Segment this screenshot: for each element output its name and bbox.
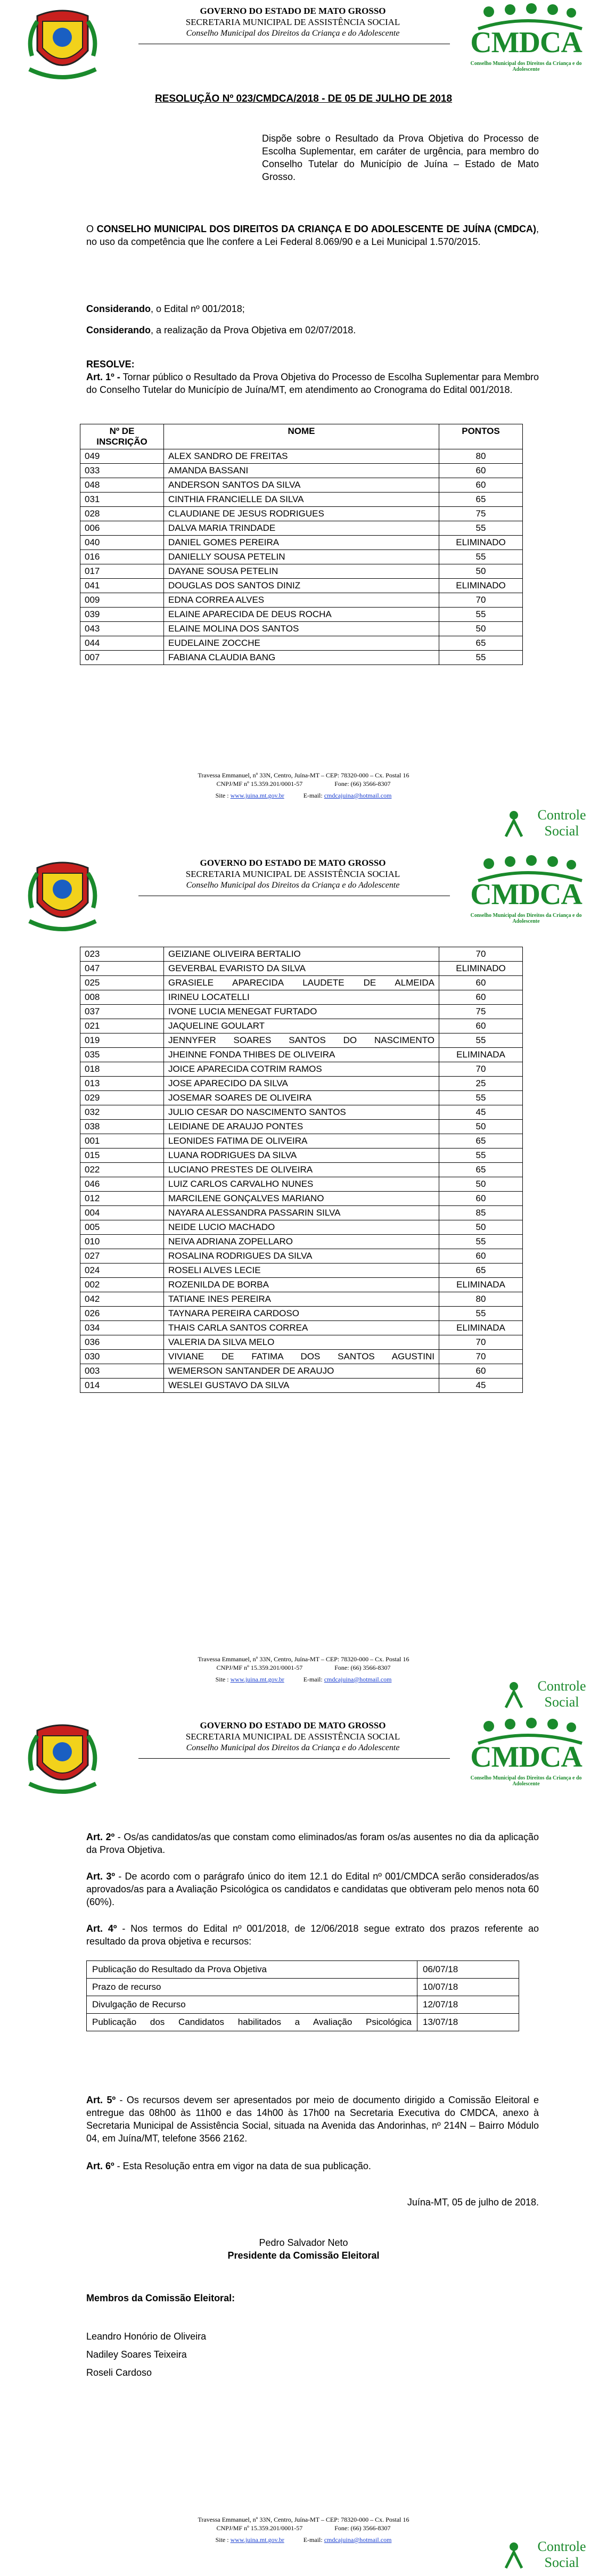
name-cell: ELAINE MOLINA DOS SANTOS: [164, 622, 439, 636]
members-title: Membros da Comissão Eleitoral:: [86, 2293, 235, 2303]
header-government: GOVERNO DO ESTADO DE MATO GROSSO: [200, 1720, 386, 1730]
name-cell: LEIDIANE DE ARAUJO PONTES: [164, 1120, 439, 1134]
name-cell: GEVERBAL EVARISTO DA SILVA: [164, 962, 439, 976]
col-header-inscription: Nº DE INSCRIÇÃO: [80, 424, 164, 449]
table-row: [80, 608, 523, 622]
points-cell: 65: [439, 1264, 523, 1278]
points-cell: 80: [439, 1292, 523, 1307]
points-cell: 55: [439, 608, 523, 622]
header-secretariat: SECRETARIA MUNICIPAL DE ASSISTÊNCIA SOCIAL: [185, 1732, 400, 1742]
points-cell: 60: [439, 1019, 523, 1033]
col-header-name: NOME: [164, 424, 439, 449]
name-cell: WEMERSON SANTANDER DE ARAUJO: [164, 1364, 439, 1379]
header-government: GOVERNO DO ESTADO DE MATO GROSSO: [200, 6, 386, 16]
table-row: [80, 1148, 523, 1163]
points-cell: 80: [439, 449, 523, 464]
inscription-cell: 024: [80, 1264, 164, 1278]
inscription-cell: 001: [80, 1134, 164, 1148]
name-cell: FABIANA CLAUDIA BANG: [164, 651, 439, 665]
inscription-cell: 012: [80, 1192, 164, 1206]
points-cell: 60: [439, 1364, 523, 1379]
name-cell: LUANA RODRIGUES DA SILVA: [164, 1148, 439, 1163]
points-cell: 50: [439, 1220, 523, 1235]
points-cell: ELIMINADA: [439, 1321, 523, 1335]
points-cell: 60: [439, 464, 523, 478]
table-row: [80, 1307, 523, 1321]
table-row: [80, 1235, 523, 1249]
inscription-cell: 036: [80, 1335, 164, 1350]
table-row: [80, 493, 523, 507]
inscription-cell: 016: [80, 550, 164, 564]
letterhead: [0, 852, 607, 937]
name-cell: JOSEMAR SOARES DE OLIVEIRA: [164, 1091, 439, 1105]
points-cell: ELIMINADO: [439, 536, 523, 550]
points-cell: 85: [439, 1206, 523, 1220]
article-1: Art. 1º - Tornar público o Resultado da Prova Objetiva do Processo de Escolha Suplementar para Membro do Conselho Tutelar do Município de Juína/MT, em atendimento ao Cronograma do Edital 001/2018.: [86, 372, 539, 395]
member-3: Roseli Cardoso: [86, 2367, 152, 2378]
name-cell: VALERIA DA SILVA MELO: [164, 1335, 439, 1350]
article-3: Art. 3º - De acordo com o parágrafo único do item 12.1 do Edital nº 001/CMDCA serão considerados/as aprovados/as para a Avaliação Psicológica os candidatos e candidatas que obtiveram pelo menos nota 60 (60%).: [86, 1871, 539, 1907]
table-row: [80, 579, 523, 593]
name-cell: CLAUDIANE DE JESUS RODRIGUES: [164, 507, 439, 521]
points-cell: 70: [439, 1350, 523, 1364]
header-council: Conselho Municipal dos Direitos da Criança e do Adolescente: [186, 1743, 400, 1752]
inscription-cell: 049: [80, 449, 164, 464]
inscription-cell: 018: [80, 1062, 164, 1077]
inscription-cell: 017: [80, 564, 164, 579]
logo-wordmark: CMDCA: [470, 26, 582, 59]
name-cell: DANIELLY SOUSA PETELIN: [164, 550, 439, 564]
name-cell: ROZENILDA DE BORBA: [164, 1278, 439, 1292]
deadline-label: Prazo de recurso: [87, 1979, 417, 1996]
deadline-date: 12/07/18: [417, 1996, 519, 2014]
footer-address: Travessa Emmanuel, nº 33N, Centro, Juína-MT – CEP: 78320-000 – Cx. Postal 16: [198, 1655, 409, 1663]
points-cell: 65: [439, 636, 523, 651]
inscription-cell: 023: [80, 947, 164, 962]
name-cell: LUIZ CARLOS CARVALHO NUNES: [164, 1177, 439, 1192]
name-cell: DALVA MARIA TRINDADE: [164, 521, 439, 536]
logo-subtitle: Conselho Municipal dos Direitos da Criança e do Adolescente: [470, 1775, 582, 1787]
points-cell: 50: [439, 1120, 523, 1134]
name-cell: VIVIANE DE FATIMA DOS SANTOS AGUSTINI: [164, 1350, 439, 1364]
inscription-cell: 015: [80, 1148, 164, 1163]
inscription-cell: 025: [80, 976, 164, 990]
coat-of-arms-icon: [27, 1720, 99, 1800]
table-row: [80, 449, 523, 464]
name-cell: GRASIELE APARECIDA LAUDETE DE ALMEIDA: [164, 976, 439, 990]
name-cell: JHEINNE FONDA THIBES DE OLIVEIRA: [164, 1048, 439, 1062]
table-row: [80, 1278, 523, 1292]
inscription-cell: 037: [80, 1005, 164, 1019]
resolution-summary: Dispõe sobre o Resultado da Prova Objetiva do Processo de Escolha Suplementar, em caráter de urgência, para membro do Conselho Tutelar do Município de Juína – Estado de Mato Grosso.: [262, 133, 539, 182]
inscription-cell: 041: [80, 579, 164, 593]
member-1: Leandro Honório de Oliveira: [86, 2331, 207, 2342]
site-link[interactable]: www.juina.mt.gov.br: [230, 1676, 284, 1683]
table-row: [80, 478, 523, 493]
name-cell: ANDERSON SANTOS DA SILVA: [164, 478, 439, 493]
signer-name: Pedro Salvador Neto: [259, 2237, 348, 2248]
deadline-label: Divulgação de Recurso: [87, 1996, 417, 2014]
name-cell: JOSE APARECIDO DA SILVA: [164, 1077, 439, 1091]
considerando-1: Considerando, o Edital nº 001/2018;: [86, 303, 245, 314]
name-cell: DAYANE SOUSA PETELIN: [164, 564, 439, 579]
table-row: [80, 1292, 523, 1307]
inscription-cell: 040: [80, 536, 164, 550]
name-cell: DANIEL GOMES PEREIRA: [164, 536, 439, 550]
intro-paragraph: O CONSELHO MUNICIPAL DOS DIREITOS DA CRIANÇA E DO ADOLESCENTE DE JUÍNA (CMDCA), no uso da competência que lhe confere a Lei Federal 8.069/90 e a Lei Municipal 1.570/2015.: [86, 224, 539, 247]
name-cell: TAYNARA PEREIRA CARDOSO: [164, 1307, 439, 1321]
inscription-cell: 009: [80, 593, 164, 608]
name-cell: EDNA CORREA ALVES: [164, 593, 439, 608]
points-cell: 45: [439, 1379, 523, 1393]
points-cell: 50: [439, 1177, 523, 1192]
inscription-cell: 044: [80, 636, 164, 651]
footer-cnpj-phone: CNPJ/MF nº 15.359.201/0001-57 Fone: (66) 3566-8307: [216, 2524, 391, 2532]
points-cell: 65: [439, 493, 523, 507]
table-row: [80, 521, 523, 536]
cmdca-logo: [467, 854, 585, 923]
site-link[interactable]: www.juina.mt.gov.br: [230, 792, 284, 799]
inscription-cell: 031: [80, 493, 164, 507]
table-row: [80, 976, 523, 990]
inscription-cell: 004: [80, 1206, 164, 1220]
inscription-cell: 048: [80, 478, 164, 493]
header-secretariat: SECRETARIA MUNICIPAL DE ASSISTÊNCIA SOCIAL: [185, 17, 400, 27]
points-cell: 70: [439, 1335, 523, 1350]
table-row: [80, 507, 523, 521]
coat-of-arms-icon: [27, 857, 99, 937]
name-cell: ROSALINA RODRIGUES DA SILVA: [164, 1249, 439, 1264]
cmdca-logo: [467, 1717, 585, 1786]
deadline-label: Publicação dos Candidatos habilitados a Avaliação Psicológica: [87, 2014, 417, 2031]
table-row: [80, 1220, 523, 1235]
inscription-cell: 039: [80, 608, 164, 622]
points-cell: 55: [439, 1148, 523, 1163]
controle-social-badge: Controle Social: [501, 1678, 596, 1716]
footer-links: Site : www.juina.mt.gov.br E-mail: cmdcajuina@hotmail.com: [215, 792, 392, 799]
deadline-row: [87, 1996, 519, 2014]
points-cell: 55: [439, 1033, 523, 1048]
deadlines-table: [86, 1960, 519, 2031]
table-row: [80, 1062, 523, 1077]
inscription-cell: 002: [80, 1278, 164, 1292]
name-cell: JULIO CESAR DO NASCIMENTO SANTOS: [164, 1105, 439, 1120]
name-cell: GEIZIANE OLIVEIRA BERTALIO: [164, 947, 439, 962]
table-row: [80, 1379, 523, 1393]
footer-links: Site : www.juina.mt.gov.br E-mail: cmdcajuina@hotmail.com: [215, 1676, 392, 1683]
table-row: [80, 1177, 523, 1192]
name-cell: NAYARA ALESSANDRA PASSARIN SILVA: [164, 1206, 439, 1220]
inscription-cell: 014: [80, 1379, 164, 1393]
coat-of-arms-icon: [27, 5, 99, 85]
table-row: [80, 536, 523, 550]
table-row: [80, 1134, 523, 1148]
points-cell: 50: [439, 564, 523, 579]
table-row: [80, 1335, 523, 1350]
controle-social-badge: Controle Social: [501, 2539, 596, 2576]
inscription-cell: 038: [80, 1120, 164, 1134]
member-2: Nadiley Soares Teixeira: [86, 2349, 187, 2360]
inscription-cell: 046: [80, 1177, 164, 1192]
table-row: [80, 1091, 523, 1105]
logo-wordmark: CMDCA: [470, 878, 582, 911]
place-date: Juína-MT, 05 de julho de 2018.: [407, 2197, 539, 2208]
table-row: [80, 1105, 523, 1120]
name-cell: NEIDE LUCIO MACHADO: [164, 1220, 439, 1235]
results-table-part-2: [80, 947, 523, 1393]
table-row: [80, 1350, 523, 1364]
points-cell: 60: [439, 1192, 523, 1206]
logo-subtitle: Conselho Municipal dos Direitos da Criança e do Adolescente: [470, 61, 582, 72]
points-cell: 70: [439, 593, 523, 608]
name-cell: NEIVA ADRIANA ZOPELLARO: [164, 1235, 439, 1249]
page-2: [0, 852, 607, 1714]
table-row: [80, 564, 523, 579]
inscription-cell: 043: [80, 622, 164, 636]
points-cell: 75: [439, 507, 523, 521]
inscription-cell: 003: [80, 1364, 164, 1379]
name-cell: IRINEU LOCATELLI: [164, 990, 439, 1005]
controle-social-icon: [501, 1678, 527, 1710]
inscription-cell: 033: [80, 464, 164, 478]
points-cell: 55: [439, 1091, 523, 1105]
points-cell: 65: [439, 1134, 523, 1148]
points-cell: ELIMINADO: [439, 962, 523, 976]
points-cell: 55: [439, 1235, 523, 1249]
resolve-heading: RESOLVE:: [86, 359, 135, 370]
table-row: [80, 1077, 523, 1091]
points-cell: 60: [439, 478, 523, 493]
name-cell: THAIS CARLA SANTOS CORREA: [164, 1321, 439, 1335]
table-row: [80, 962, 523, 976]
email-link[interactable]: cmdcajuina@hotmail.com: [324, 1676, 392, 1683]
cmdca-logo: [467, 2, 585, 71]
header-council: Conselho Municipal dos Direitos da Criança e do Adolescente: [186, 881, 400, 890]
points-cell: 70: [439, 947, 523, 962]
table-row: [80, 636, 523, 651]
deadline-date: 10/07/18: [417, 1979, 519, 1996]
table-row: [80, 1005, 523, 1019]
site-link[interactable]: www.juina.mt.gov.br: [230, 2536, 284, 2544]
inscription-cell: 047: [80, 962, 164, 976]
table-row: [80, 1264, 523, 1278]
table-row: [80, 464, 523, 478]
name-cell: JAQUELINE GOULART: [164, 1019, 439, 1033]
page-1: [0, 0, 607, 852]
inscription-cell: 032: [80, 1105, 164, 1120]
results-table-part-1: [80, 424, 523, 665]
inscription-cell: 021: [80, 1019, 164, 1033]
name-cell: TATIANE INES PEREIRA: [164, 1292, 439, 1307]
deadline-row: [87, 1961, 519, 1979]
table-row: [80, 593, 523, 608]
name-cell: ALEX SANDRO DE FREITAS: [164, 449, 439, 464]
col-header-points: PONTOS: [439, 424, 523, 449]
logo-subtitle: Conselho Municipal dos Direitos da Criança e do Adolescente: [470, 913, 582, 924]
table-row: [80, 1249, 523, 1264]
points-cell: 25: [439, 1077, 523, 1091]
header-secretariat: SECRETARIA MUNICIPAL DE ASSISTÊNCIA SOCIAL: [185, 869, 400, 879]
page-3: [0, 1714, 607, 2575]
name-cell: CINTHIA FRANCIELLE DA SILVA: [164, 493, 439, 507]
inscription-cell: 019: [80, 1033, 164, 1048]
email-link[interactable]: cmdcajuina@hotmail.com: [324, 2536, 392, 2544]
table-row: [80, 622, 523, 636]
inscription-cell: 042: [80, 1292, 164, 1307]
inscription-cell: 035: [80, 1048, 164, 1062]
article-6: Art. 6º - Esta Resolução entra em vigor na data de sua publicação.: [86, 2161, 371, 2171]
points-cell: 55: [439, 1307, 523, 1321]
table-row: [80, 1321, 523, 1335]
inscription-cell: 028: [80, 507, 164, 521]
deadline-row: [87, 1979, 519, 1996]
name-cell: JENNYFER SOARES SANTOS DO NASCIMENTO: [164, 1033, 439, 1048]
inscription-cell: 022: [80, 1163, 164, 1177]
name-cell: MARCILENE GONÇALVES MARIANO: [164, 1192, 439, 1206]
points-cell: ELIMINADA: [439, 1048, 523, 1062]
header-government: GOVERNO DO ESTADO DE MATO GROSSO: [200, 858, 386, 868]
table-row: [80, 947, 523, 962]
name-cell: EUDELAINE ZOCCHE: [164, 636, 439, 651]
email-link[interactable]: cmdcajuina@hotmail.com: [324, 792, 392, 799]
deadline-row: [87, 2014, 519, 2031]
name-cell: LEONIDES FATIMA DE OLIVEIRA: [164, 1134, 439, 1148]
points-cell: 55: [439, 651, 523, 665]
table-row: [80, 1192, 523, 1206]
points-cell: 55: [439, 521, 523, 536]
table-row: [80, 1120, 523, 1134]
inscription-cell: 030: [80, 1350, 164, 1364]
name-cell: LUCIANO PRESTES DE OLIVEIRA: [164, 1163, 439, 1177]
letterhead: [0, 1714, 607, 1800]
inscription-cell: 008: [80, 990, 164, 1005]
table-row: [80, 990, 523, 1005]
footer-cnpj-phone: CNPJ/MF nº 15.359.201/0001-57 Fone: (66) 3566-8307: [216, 780, 391, 787]
footer-address: Travessa Emmanuel, nº 33N, Centro, Juína-MT – CEP: 78320-000 – Cx. Postal 16: [198, 2516, 409, 2523]
deadline-date: 06/07/18: [417, 1961, 519, 1979]
table-row: [80, 1019, 523, 1033]
inscription-cell: 034: [80, 1321, 164, 1335]
inscription-cell: 013: [80, 1077, 164, 1091]
article-2: Art. 2º - Os/as candidatos/as que constam como eliminados/as foram os/as ausentes no dia da aplicação da Prova Objetiva.: [86, 1832, 539, 1855]
table-row: [80, 550, 523, 564]
header-council: Conselho Municipal dos Direitos da Criança e do Adolescente: [186, 29, 400, 38]
inscription-cell: 005: [80, 1220, 164, 1235]
controle-social-badge: Controle Social: [501, 807, 596, 844]
inscription-cell: 027: [80, 1249, 164, 1264]
table-row: [80, 1033, 523, 1048]
inscription-cell: 010: [80, 1235, 164, 1249]
logo-wordmark: CMDCA: [470, 1741, 582, 1774]
points-cell: 60: [439, 990, 523, 1005]
points-cell: 60: [439, 976, 523, 990]
inscription-cell: 006: [80, 521, 164, 536]
table-row: [80, 1048, 523, 1062]
footer-cnpj-phone: CNPJ/MF nº 15.359.201/0001-57 Fone: (66) 3566-8307: [216, 1664, 391, 1671]
signer-role: Presidente da Comissão Eleitoral: [227, 2250, 380, 2261]
letterhead: [0, 0, 607, 85]
name-cell: ELAINE APARECIDA DE DEUS ROCHA: [164, 608, 439, 622]
points-cell: 75: [439, 1005, 523, 1019]
inscription-cell: 026: [80, 1307, 164, 1321]
footer-address: Travessa Emmanuel, nº 33N, Centro, Juína-MT – CEP: 78320-000 – Cx. Postal 16: [198, 772, 409, 779]
header-divider: [138, 1758, 450, 1759]
points-cell: 70: [439, 1062, 523, 1077]
name-cell: WESLEI GUSTAVO DA SILVA: [164, 1379, 439, 1393]
inscription-cell: 029: [80, 1091, 164, 1105]
name-cell: ROSELI ALVES LECIE: [164, 1264, 439, 1278]
points-cell: 45: [439, 1105, 523, 1120]
council-name: CONSELHO MUNICIPAL DOS DIREITOS DA CRIANÇA E DO ADOLESCENTE DE JUÍNA (CMDCA): [96, 224, 536, 234]
points-cell: ELIMINADA: [439, 1278, 523, 1292]
deadline-label: Publicação do Resultado da Prova Objetiva: [87, 1961, 417, 1979]
points-cell: ELIMINADO: [439, 579, 523, 593]
deadline-date: 13/07/18: [417, 2014, 519, 2031]
name-cell: IVONE LUCIA MENEGAT FURTADO: [164, 1005, 439, 1019]
points-cell: 65: [439, 1163, 523, 1177]
name-cell: AMANDA BASSANI: [164, 464, 439, 478]
table-row: [80, 1206, 523, 1220]
table-row: [80, 1364, 523, 1379]
name-cell: DOUGLAS DOS SANTOS DINIZ: [164, 579, 439, 593]
points-cell: 55: [439, 550, 523, 564]
table-row: [80, 1163, 523, 1177]
article-5: Art. 5º - Os recursos devem ser apresentados por meio de documento dirigido a Comissão Eleitoral e entregue das 08h00 às 11h00 e das 14h00 às 17h00 na Secretaria Executiva do CMDCA, anexo à Secretaria Municipal de Assistência Social, situada na Avenida das Andorinhas, nº 214N – Bairro Módulo 04, em Juína/MT, telefone 3566 2162.: [86, 2095, 539, 2144]
footer-links: Site : www.juina.mt.gov.br E-mail: cmdcajuina@hotmail.com: [215, 2536, 392, 2544]
considerando-2: Considerando, a realização da Prova Objetiva em 02/07/2018.: [86, 325, 356, 335]
resolution-title: RESOLUÇÃO Nº 023/CMDCA/2018 - DE 05 DE JULHO DE 2018: [154, 93, 453, 104]
points-cell: 50: [439, 622, 523, 636]
controle-social-icon: [501, 2539, 527, 2571]
name-cell: JOICE APARECIDA COTRIM RAMOS: [164, 1062, 439, 1077]
article-4: Art. 4º - Nos termos do Edital nº 001/2018, de 12/06/2018 segue extrato dos prazos referente ao resultado da prova objetiva e recursos:: [86, 1923, 539, 1947]
inscription-cell: 007: [80, 651, 164, 665]
controle-social-icon: [501, 807, 527, 839]
table-row: [80, 651, 523, 665]
points-cell: 60: [439, 1249, 523, 1264]
